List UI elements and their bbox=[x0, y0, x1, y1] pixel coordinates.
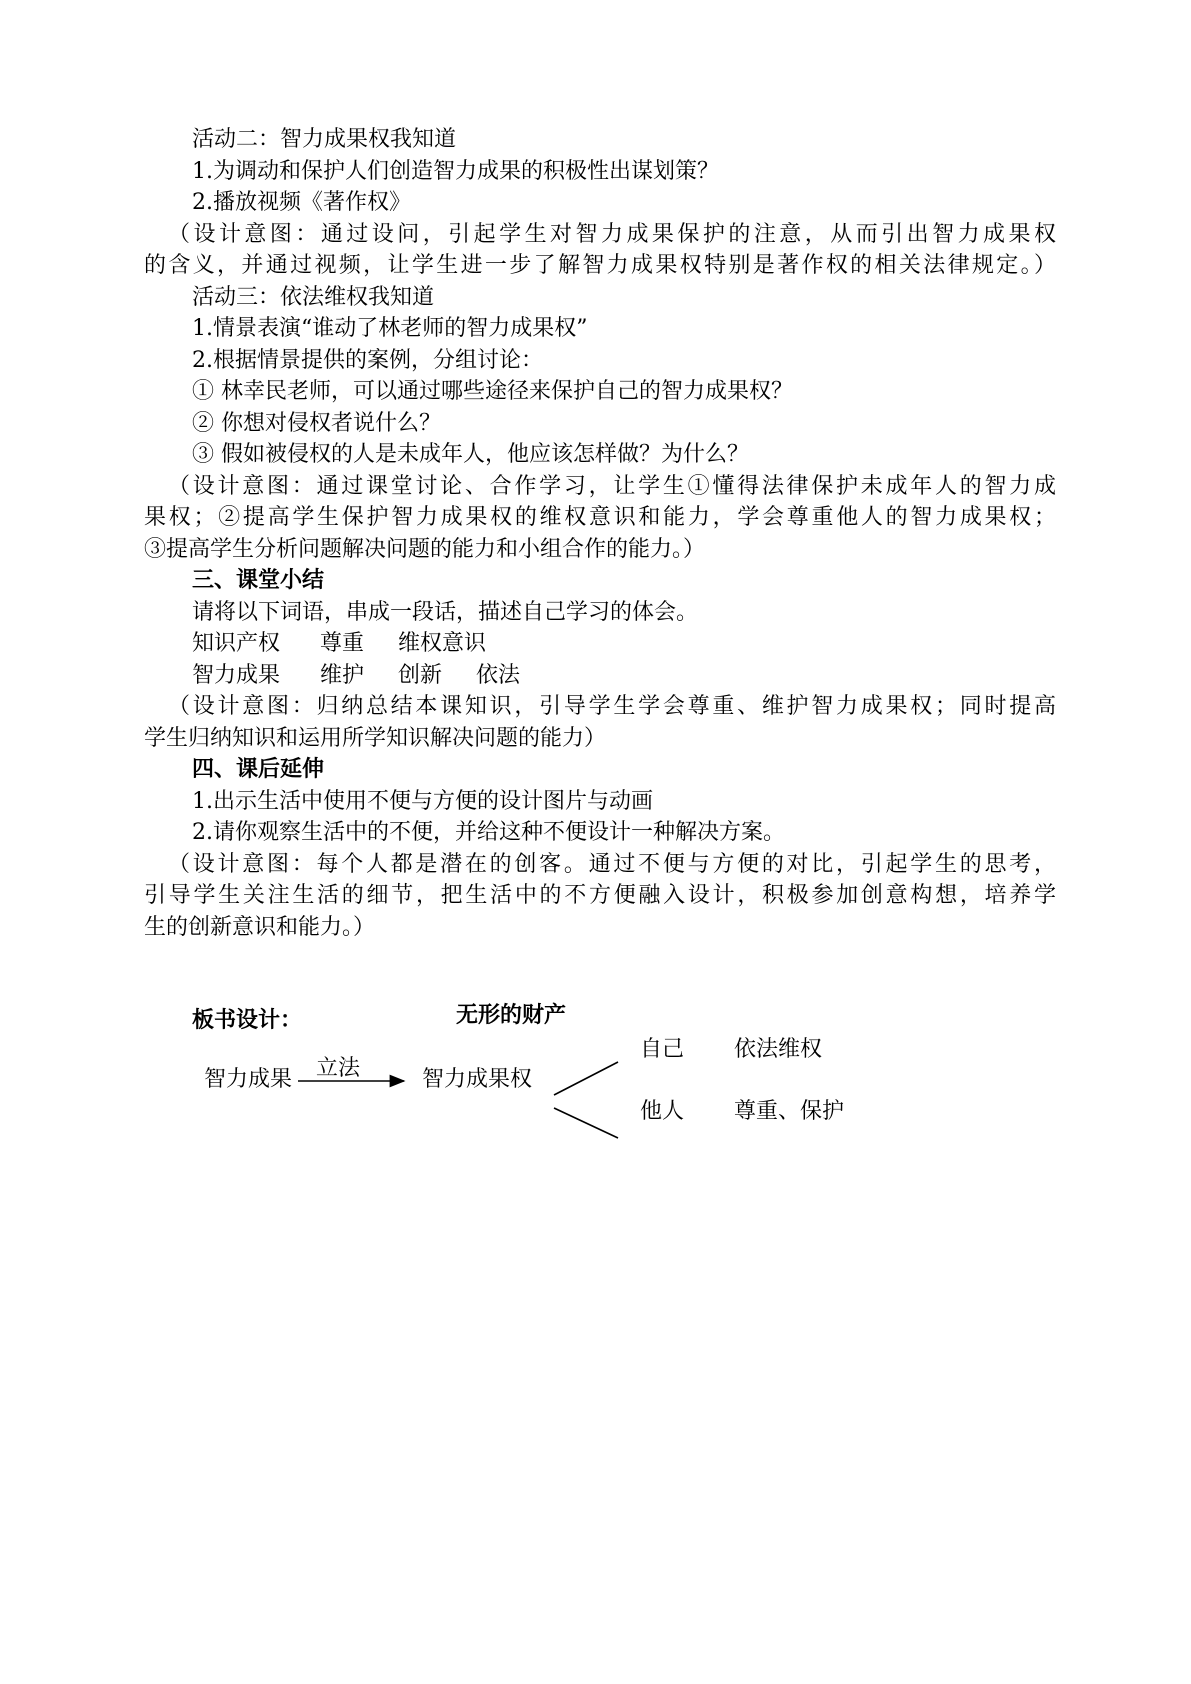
summary-word: 知识产权 bbox=[192, 631, 281, 656]
design-intent-2-line-2: 果权；②提高学生保护智力成果权的维权意识和能力，学会尊重他人的智力成果权； bbox=[144, 505, 1056, 530]
design-intent-2-line-1: （设计意图：通过课堂讨论、合作学习，让学生①懂得法律保护未成年人的智力成 bbox=[168, 473, 1056, 499]
summary-word: 智力成果 bbox=[192, 662, 281, 688]
board-branch-line-lower bbox=[554, 1108, 618, 1138]
design-intent-4-line-2: 引导学生关注生活的细节，把生活中的不方便融入设计，积极参加创意构想，培养学 bbox=[144, 883, 1056, 908]
section-4-heading: 四、课后延伸 bbox=[192, 756, 325, 782]
design-intent-2-line-3: ③提高学生分析问题解决问题的能力和小组合作的能力。） bbox=[144, 536, 706, 562]
section-3-heading: 三、课堂小结 bbox=[192, 567, 325, 593]
activity-2-item-1: 1.为调动和保护人们创造智力成果的积极性出谋划策？ bbox=[192, 158, 719, 184]
design-intent-1-line-1: （设计意图：通过设问，引起学生对智力成果保护的注意，从而引出智力成果权 bbox=[168, 221, 1056, 247]
board-branch-others-action: 尊重、保护 bbox=[734, 1099, 845, 1124]
board-middle-term: 智力成果权 bbox=[422, 1067, 533, 1092]
extension-item-1: 1.出示生活中使用不便与方便的设计图片与动画 bbox=[192, 788, 653, 814]
board-branch-self: 自己 bbox=[640, 1037, 685, 1062]
board-design-label: 板书设计： bbox=[192, 1007, 303, 1033]
board-arrow-label: 立法 bbox=[316, 1056, 361, 1081]
board-branch-self-action: 依法维权 bbox=[734, 1037, 823, 1062]
activity-2-heading: 活动二：智力成果权我知道 bbox=[192, 127, 457, 152]
summary-words-row-1 bbox=[144, 628, 1056, 660]
extension-item-2: 2.请你观察生活中的不便，并给这种不便设计一种解决方案。 bbox=[192, 820, 785, 845]
board-title: 无形的财产 bbox=[456, 1002, 567, 1028]
board-branch-others: 他人 bbox=[640, 1099, 685, 1124]
design-intent-1-line-2: 的含义，并通过视频，让学生进一步了解智力成果权特别是著作权的相关法律规定。） bbox=[144, 253, 1056, 278]
design-intent-4-line-3: 生的创新意识和能力。） bbox=[144, 914, 376, 940]
design-intent-3-line-2: 学生归纳知识和运用所学知识解决问题的能力） bbox=[144, 725, 607, 751]
summary-word: 尊重 bbox=[320, 631, 365, 656]
summary-word: 依法 bbox=[476, 662, 521, 688]
discussion-question-3: ③ 假如被侵权的人是未成年人，他应该怎样做？为什么？ bbox=[192, 442, 749, 467]
activity-2-item-2: 2.播放视频《著作权》 bbox=[192, 190, 411, 215]
discussion-question-2: ② 你想对侵权者说什么？ bbox=[192, 410, 441, 436]
document-body bbox=[144, 124, 1056, 1037]
discussion-question-1: ① 林幸民老师，可以通过哪些途径来保护自己的智力成果权？ bbox=[192, 379, 793, 404]
board-branch-line-upper bbox=[554, 1062, 618, 1095]
summary-word: 创新 bbox=[398, 662, 443, 688]
summary-word: 维护 bbox=[320, 662, 365, 688]
activity-3-item-1: 1.情景表演“谁动了林老师的智力成果权” bbox=[192, 316, 588, 341]
design-intent-4-line-1: （设计意图：每个人都是潜在的创客。通过不便与方便的对比，引起学生的思考， bbox=[168, 851, 1056, 877]
design-intent-3-line-1: （设计意图：归纳总结本课知识，引导学生学会尊重、维护智力成果权；同时提高 bbox=[168, 694, 1056, 719]
summary-instruction: 请将以下词语，串成一段话，描述自己学习的体会。 bbox=[192, 599, 699, 625]
summary-word: 维权意识 bbox=[398, 631, 487, 656]
summary-words-row-2 bbox=[144, 660, 1056, 692]
board-left-term: 智力成果 bbox=[204, 1067, 293, 1092]
activity-3-heading: 活动三：依法维权我知道 bbox=[192, 284, 435, 310]
activity-3-item-2: 2.根据情景提供的案例，分组讨论： bbox=[192, 347, 543, 373]
